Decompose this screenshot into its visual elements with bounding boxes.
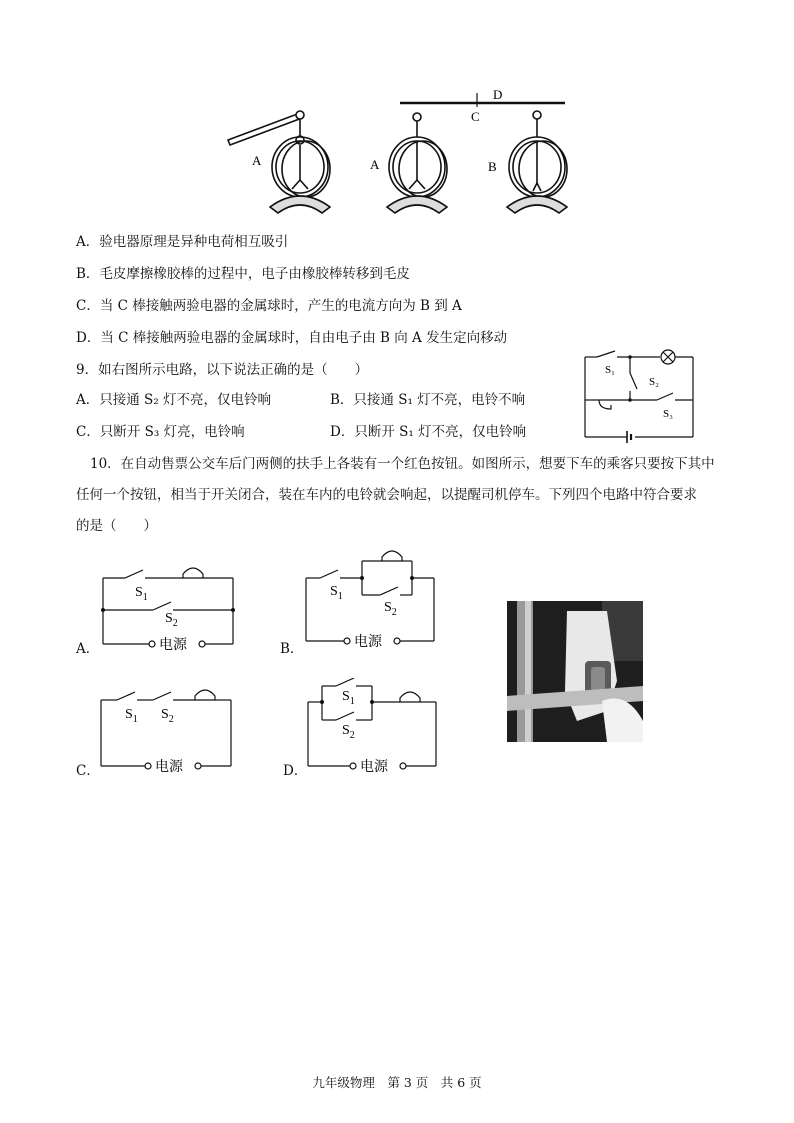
svg-text:S2: $S_2$: [161, 707, 174, 725]
circuit-a-source: 电源: [159, 638, 187, 653]
bus-button-photo: [507, 601, 643, 742]
q10-stem-line-1: 10．在自动售票公交车后门两侧的扶手上各装有一个红色按钮。如图所示，想要下车的乘客只要按下其中: [90, 456, 715, 472]
circuit-a-letter[interactable]: A．: [76, 641, 100, 657]
circuit-a[interactable]: [95, 560, 240, 655]
q10-stem-line-3: 的是（ ）: [76, 518, 157, 534]
q9-option-d[interactable]: D．只断开 S₁ 灯不亮，仅电铃响: [330, 424, 527, 440]
circuit-c-source: 电源: [155, 760, 183, 775]
circuit-d-source: 电源: [360, 760, 388, 775]
page-footer: 九年级物理 第 3 页 共 6 页: [312, 1075, 482, 1090]
circuit-b-source: 电源: [354, 635, 382, 650]
q8-option-d[interactable]: D．当 C 棒接触两验电器的金属球时，自由电子由 B 向 A 发生定向移动: [76, 330, 508, 346]
q9-circuit-diagram: [575, 345, 700, 445]
svg-text:S2: $S_2$: [342, 723, 355, 741]
electroscope-figure: [220, 85, 580, 220]
label-a-left: A: [252, 153, 262, 168]
circuit-c-letter[interactable]: C．: [76, 763, 100, 779]
svg-text:S1: $S_1$: [342, 689, 355, 707]
q9-option-a[interactable]: A．只接通 S₂ 灯不亮，仅电铃响: [76, 392, 271, 408]
q9-option-c[interactable]: C．只断开 S₃ 灯亮，电铃响: [76, 424, 245, 440]
circuit-c[interactable]: [95, 680, 240, 778]
label-d: D: [493, 87, 503, 102]
circuit-d[interactable]: [302, 678, 447, 778]
circuit-d-letter[interactable]: D．: [283, 763, 308, 779]
svg-text:S1: $S_1$: [135, 585, 148, 603]
circuit-b-letter[interactable]: B．: [280, 641, 304, 657]
q9-stem: 9．如右图所示电路，以下说法正确的是（ ）: [76, 362, 369, 378]
q8-option-c[interactable]: C．当 C 棒接触两验电器的金属球时，产生的电流方向为 B 到 A: [76, 298, 462, 314]
q9-option-b[interactable]: B．只接通 S₁ 灯不亮，电铃不响: [330, 392, 526, 408]
q8-option-b[interactable]: B．毛皮摩擦橡胶棒的过程中，电子由橡胶棒转移到毛皮: [76, 266, 410, 282]
q9-label-s2: S₂: [649, 376, 659, 388]
q9-label-s1: S₁: [605, 364, 615, 376]
q10-stem-line-2: 任何一个按钮，相当于开关闭合，装在车内的电铃就会响起，以提醒司机停车。下列四个电路中符合要求: [76, 487, 697, 503]
circuit-b[interactable]: [300, 543, 445, 653]
svg-text:S2: $S_2$: [384, 600, 397, 618]
svg-text:S2: $S_2$: [165, 611, 178, 629]
label-c: C: [471, 109, 480, 124]
svg-text:S1: $S_1$: [330, 584, 343, 602]
q9-label-s3: S₃: [663, 408, 673, 420]
label-b: B: [488, 159, 497, 174]
label-a-middle: A: [370, 157, 380, 172]
q8-option-a[interactable]: A．验电器原理是异种电荷相互吸引: [76, 234, 289, 250]
svg-text:S1: $S_1$: [125, 707, 138, 725]
